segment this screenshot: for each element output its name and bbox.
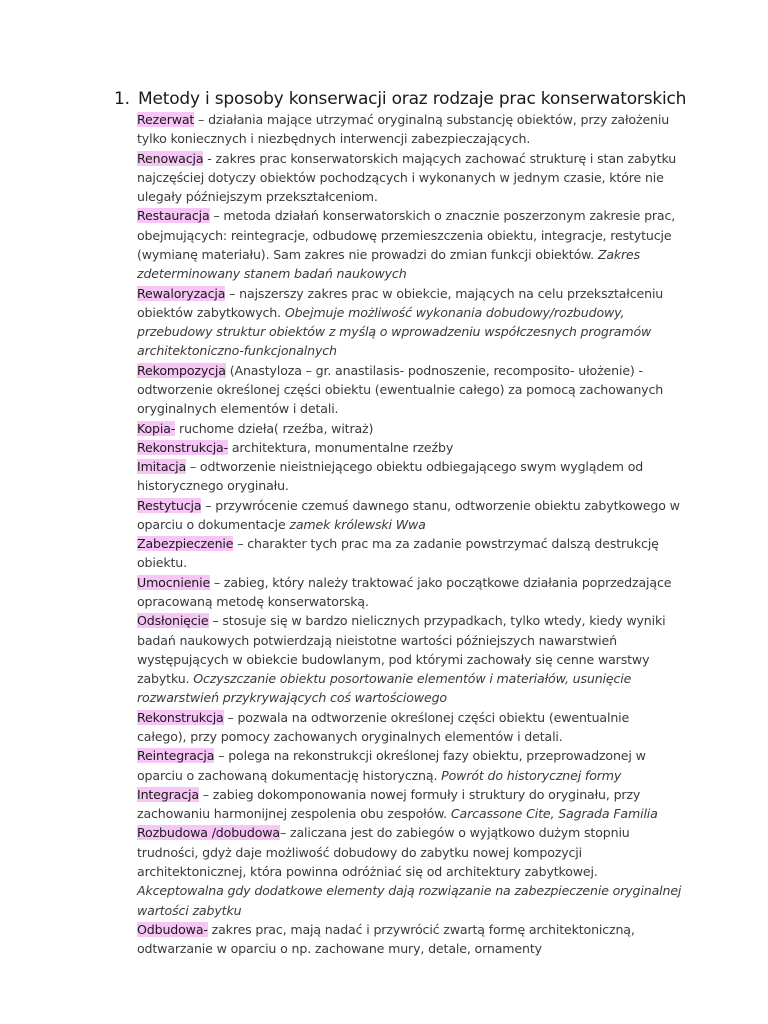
definition-entry [137, 823, 682, 919]
definition-text: – najszerszy zakres prac w obiekcie, mających na celu przekształceniu obiektów zabytkowych. [137, 285, 664, 320]
section-number: 1. [114, 89, 130, 109]
definition-entry [137, 611, 682, 707]
definition-text: – zabieg dokomponowania nowej formuły i struktury do oryginału, przy zachowaniu harmonijnej zespolenia obu zespołów. [137, 786, 641, 822]
highlighted-term: Rewaloryzacja [137, 285, 226, 301]
italic-note: Carcassone Cite, Sagrada Familia [450, 806, 658, 822]
italic-note: Powrót do historycznej formy [441, 767, 622, 783]
definition-text: – charakter tych prac ma za zadanie powstrzymać dalszą destrukcję obiektu. [137, 536, 659, 571]
definition-entry [137, 920, 682, 959]
highlighted-term: Odbudowa- [137, 921, 208, 937]
definition-entry [137, 534, 682, 573]
definition-text: - zakres prac konserwatorskich mających zachować strukturę i stan zabytku najczęściej dotyczy obiektów pochodzących i wykonanych w jednym czasie, które nie ulegały późniejszym przekształceniom. [137, 150, 677, 205]
highlighted-term: Restauracja [137, 208, 210, 224]
section-heading [114, 88, 714, 110]
highlighted-term: Rekompozycja [137, 362, 226, 378]
definition-text: architektura, monumentalne rzeźby [228, 439, 454, 455]
italic-note: zamek królewski Wwa [289, 516, 426, 532]
italic-note: Obejmuje możliwość wykonania dobudowy/rozbudowy, przebudowy struktur obiektów z myślą o wprowadzeniu współczesnych programów architektoniczno-funkcjonalnych [137, 304, 652, 359]
definition-entry [137, 206, 682, 283]
definition-text: – stosuje się w bardzo nielicznych przypadkach, tylko wtedy, kiedy wyniki badań naukowych potwierdzają nieistotne wartości późniejszych nawarstwień występujących w obiekcie budowlanym, pod którymi zachowały się cenne warstwy zabytku. [137, 613, 666, 687]
definition-entry [137, 284, 682, 361]
definition-entry [137, 438, 682, 457]
definition-entry [137, 496, 682, 535]
section-title: Metody i sposoby konserwacji oraz rodzaje prac konserwatorskich [138, 89, 687, 109]
definition-entry [137, 110, 682, 149]
highlighted-term: Restytucja [137, 497, 202, 513]
highlighted-term: Kopia- [137, 420, 176, 436]
highlighted-term: Zabezpieczenie [137, 536, 234, 552]
highlighted-term: Rezerwat [137, 112, 195, 127]
definition-entry [137, 361, 682, 419]
definition-entry [137, 419, 682, 438]
definition-text: – odtworzenie nieistniejącego obiektu odbiegającego swym wyglądem od historycznego oryginału. [137, 459, 644, 494]
definition-entry [137, 573, 682, 612]
definition-text: zakres prac, mają nadać i przywrócić zwartą formę architektoniczną, odtwarzanie w oparciu o np. zachowane mury, detale, ornamenty [137, 921, 635, 957]
definition-entry [137, 457, 682, 496]
definition-text: ruchome dzieła( rzeźba, witraż) [175, 420, 374, 436]
highlighted-term: Rekonstrukcja- [137, 439, 228, 455]
highlighted-term: Imitacja [137, 459, 187, 475]
definition-text: – metoda działań konserwatorskich o znacznie poszerzonym zakresie prac, obejmujących: reintegracje, odbudowę przemieszczenia obiektu, integracje, restytucje (wymianę materiału). Sam zakres nie prowadzi do zmian funkcji obiektów. [137, 208, 676, 262]
highlighted-term: Rozbudowa /dobudowa [137, 825, 280, 841]
definition-text: – przywrócenie czemuś dawnego stanu, odtworzenie obiektu zabytkowego w oparciu o dokumentacje [137, 497, 680, 532]
definition-text: – polega na rekonstrukcji określonej fazy obiektu, przeprowadzonej w oparciu o zachowaną dokumentację historyczną. [137, 748, 646, 783]
highlighted-term: Umocnienie [137, 574, 211, 590]
definitions-list [137, 110, 682, 958]
definition-text: – pozwala na odtworzenie określonej części obiektu (ewentualnie całego), przy pomocy zachowanych oryginalnych elementów i detali. [137, 709, 630, 744]
definition-entry [137, 149, 682, 207]
definition-text: – zaliczana jest do zabiegów o wyjątkowo dużym stopniu trudności, gdyż daje możliwość dobudowy do zabytku nowej kompozycji architektonicznej, która powinna odróżniać się od architektury zabytkowej. [137, 825, 630, 879]
definition-entry [137, 785, 682, 824]
highlighted-term: Integracja [137, 786, 199, 802]
definition-text: (Anastyloza – gr. anastilasis- podnoszenie, recomposito- ułożenie) - odtworzenie określonej części obiektu (ewentualnie całego) za pomocą zachowanych oryginalnych elementów i detali. [137, 362, 664, 417]
definition-entry [137, 746, 682, 785]
highlighted-term: Rekonstrukcja [137, 709, 224, 725]
italic-note: Oczyszczanie obiektu posortowanie elementów i materiałów, usunięcie rozwarstwień przykrywających coś wartościowego [137, 671, 632, 706]
italic-note: Zakres zdeterminowany stanem badań naukowych [137, 246, 641, 282]
italic-note: Akceptowalna gdy dodatkowe elementy dają rozwiązanie na zabezpieczenie oryginalnej wartości zabytku [137, 883, 682, 918]
highlighted-term: Odsłonięcie [137, 613, 209, 629]
highlighted-term: Reintegracja [137, 748, 215, 764]
definition-text: – zabieg, który należy traktować jako początkowe działania poprzedzające opracowaną metodę konserwatorską. [137, 574, 672, 610]
highlighted-term: Renowacja [137, 150, 204, 166]
definition-entry [137, 708, 682, 747]
definition-text: – działania mające utrzymać oryginalną substancję obiektów, przy założeniu tylko koniecznych i niezbędnych interwencji zabezpieczających. [137, 112, 670, 147]
